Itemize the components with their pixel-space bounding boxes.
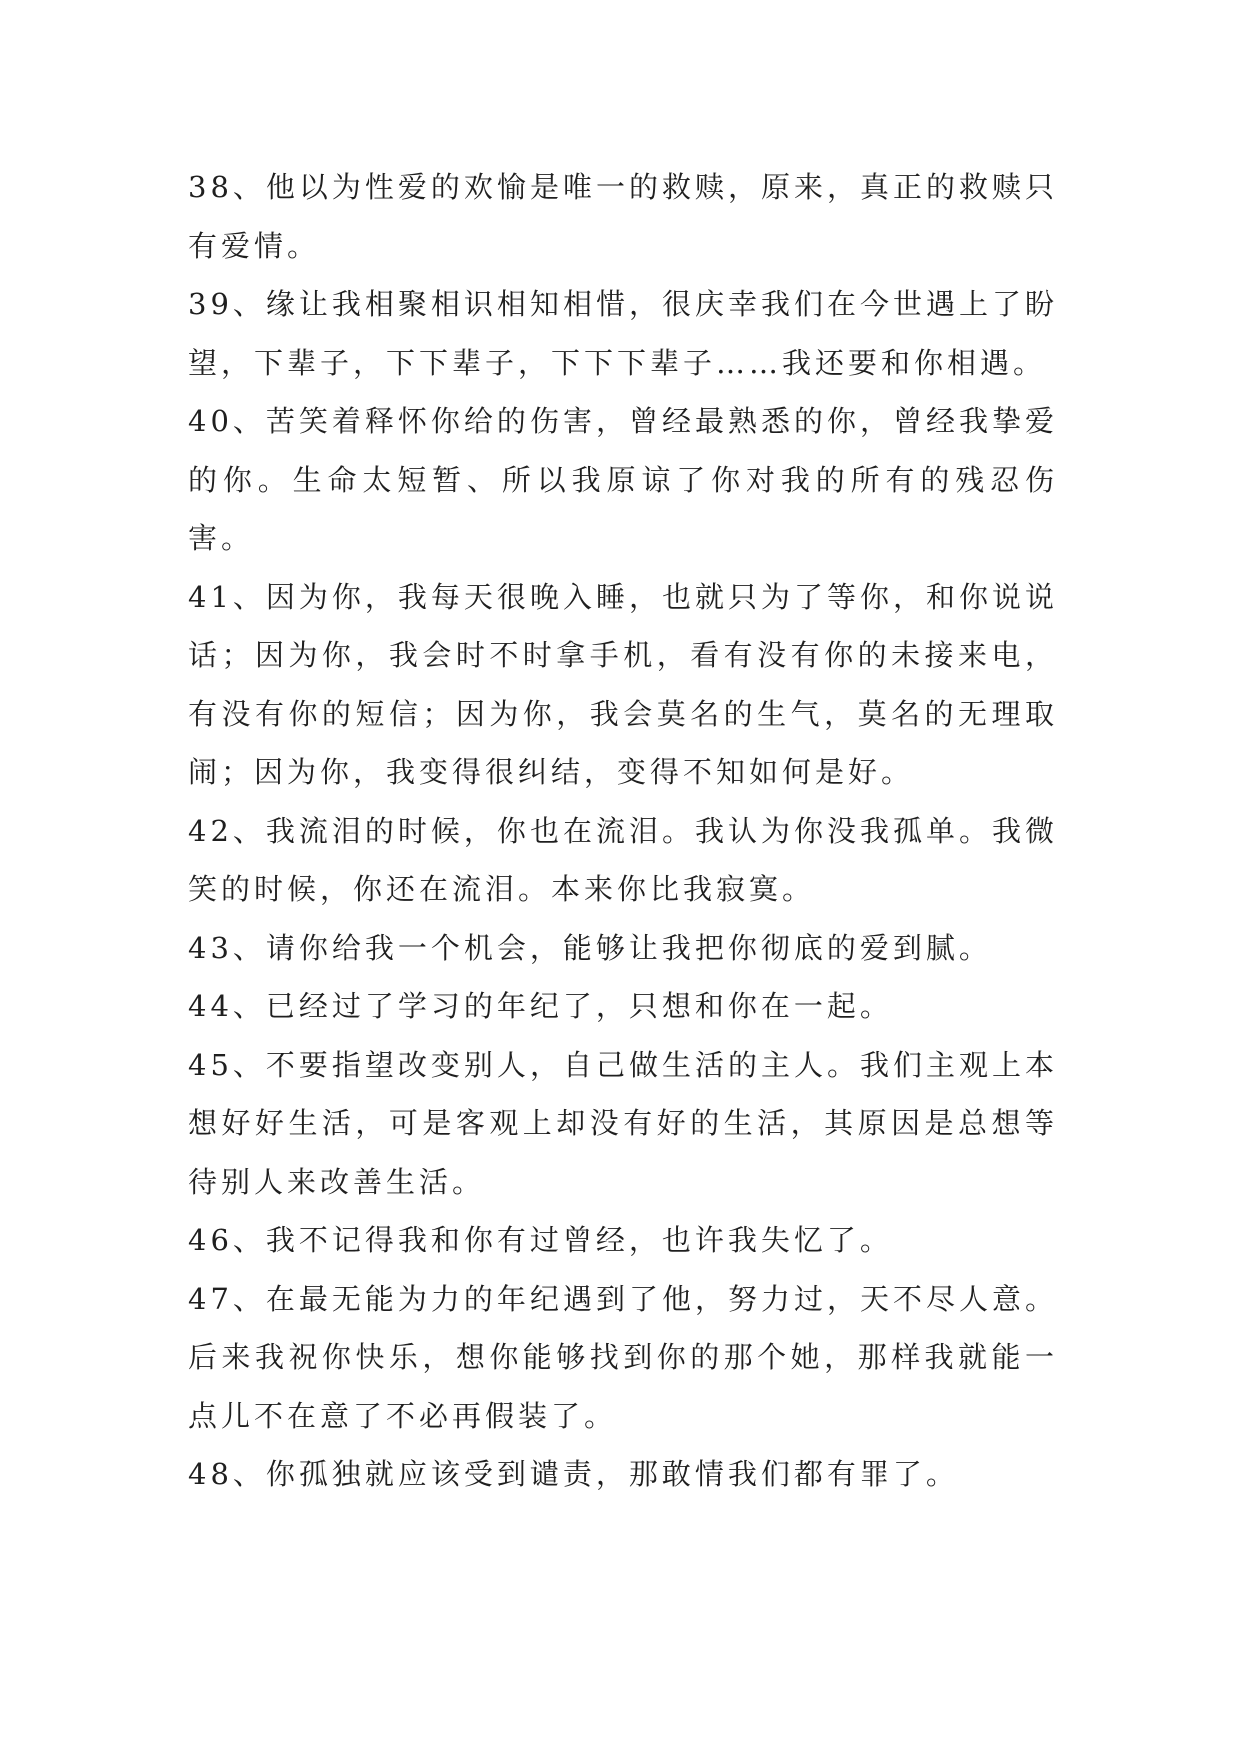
paragraph-43: 43、请你给我一个机会，能够让我把你彻底的爱到腻。 xyxy=(188,930,992,965)
paragraph-42: 42、我流泪的时候，你也在流泪。我认为你没我孤单。我微笑的时候，你还在流泪。本来你比我寂寞。 xyxy=(188,813,1058,906)
paragraph-39: 39、缘让我相聚相识相知相惜，很庆幸我们在今世遇上了盼望，下辈子，下下辈子，下下下辈子……我还要和你相遇。 xyxy=(188,287,1058,380)
paragraph-41: 41、因为你，我每天很晚入睡，也就只为了等你，和你说说话；因为你，我会时不时拿手机，看有没有你的未接来电，有没有你的短信；因为你，我会莫名的生气，莫名的无理取闹；因为你，我变得很纠结，变得不知如何是好。 xyxy=(188,579,1058,789)
paragraph-46: 46、我不记得我和你有过曾经，也许我失忆了。 xyxy=(188,1223,893,1257)
paragraph-44: 44、已经过了学习的年纪了，只想和你在一起。 xyxy=(188,989,893,1023)
paragraph-45: 45、不要指望改变别人，自己做生活的主人。我们主观上本想好好生活，可是客观上却没有好的生活，其原因是总想等待别人来改善生活。 xyxy=(188,1047,1058,1199)
paragraph-38: 38、他以为性爱的欢愉是唯一的救赎，原来，真正的救赎只有爱情。 xyxy=(188,170,1058,263)
paragraph-40: 40、苦笑着释怀你给的伤害，曾经最熟悉的你，曾经我挚爱的你。生命太短暂、所以我原谅了你对我的所有的残忍伤害。 xyxy=(188,404,1058,555)
paragraph-48: 48、你孤独就应该受到谴责，那敢情我们都有罪了。 xyxy=(188,1457,959,1491)
paragraph-47: 47、在最无能为力的年纪遇到了他，努力过，天不尽人意。后来我祝你快乐，想你能够找到你的那个她，那样我就能一点儿不在意了不必再假装了。 xyxy=(188,1281,1058,1433)
document-body xyxy=(188,158,1058,1504)
